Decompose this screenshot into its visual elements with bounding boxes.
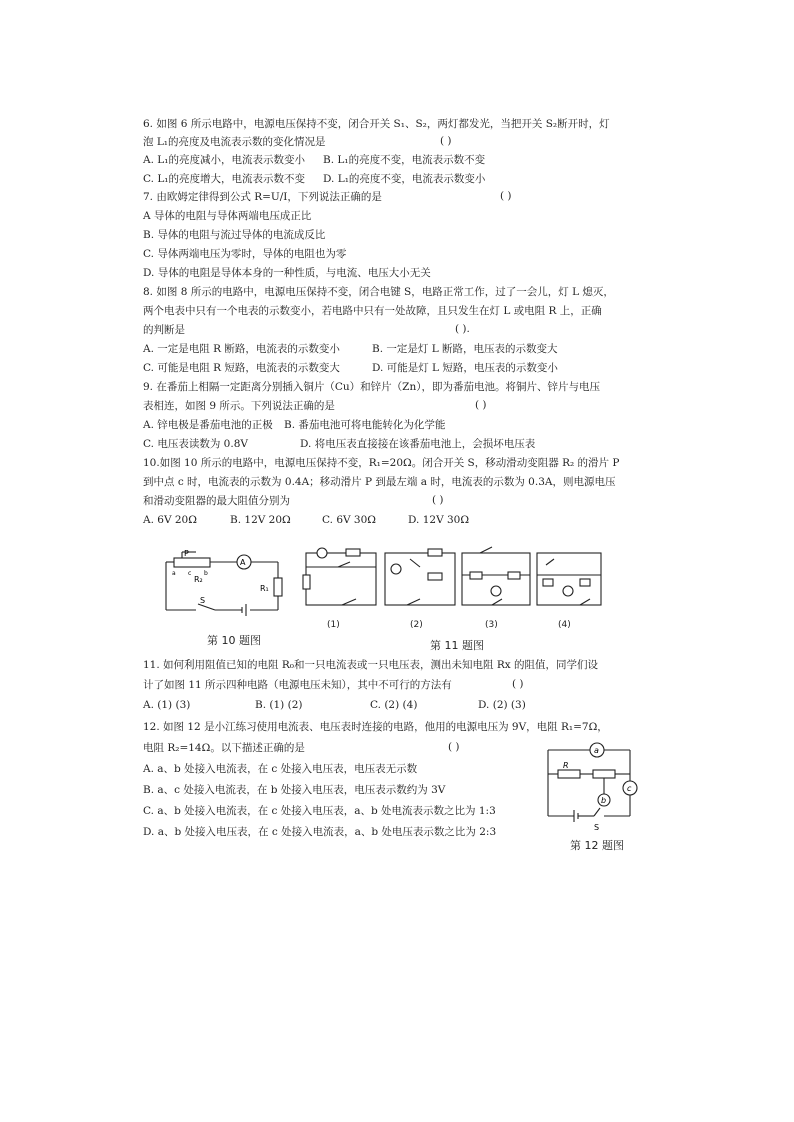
q8-answer-paren: ( ). [455, 323, 470, 335]
q9-option-b: B. 番茄电池可将电能转化为化学能 [284, 419, 446, 431]
q12-option-a: A. a、b 处接入电流表，在 c 处接入电压表，电压表无示数 [143, 763, 418, 775]
figure-11-sub3: (3) [485, 620, 498, 630]
q8-line3: 的判断是 [143, 324, 185, 336]
figure-11-sub1: (1) [327, 620, 340, 630]
q8-line2: 两个电表中只有一个电表的示数变小，若电路中只有一处故障，且只发生在灯 L 或电阻 R 上，正确 [143, 305, 602, 317]
q12-option-c: C. a、b 处接入电流表，在 c 处接入电压表，a、b 处电流表示数之比为 1:3 [143, 805, 496, 817]
q11-option-a: A. (1) (3) [143, 699, 191, 711]
q6-option-b: B. L₁的亮度不变，电流表示数不变 [323, 154, 486, 166]
q10-answer-paren: ( ) [432, 494, 444, 506]
figure-11-caption: 第 11 题图 [430, 639, 484, 652]
fig10-label-r1: R₁ [260, 584, 269, 593]
q12-line2: 电阻 R₂=14Ω。以下描述正确的是 [143, 742, 305, 754]
q8-option-d: D. 可能是灯 L 短路，电压表的示数变小 [372, 362, 558, 374]
q7-option-a: A 导体的电阻与导体两端电压成正比 [143, 210, 312, 222]
q11-option-d: D. (2) (3) [478, 699, 526, 711]
q11-answer-paren: ( ) [512, 678, 524, 690]
figure-10-circuit [160, 548, 295, 623]
q9-option-a: A. 锌电极是番茄电池的正极 [143, 419, 273, 431]
q9-option-c: C. 电压表读数为 0.8V [143, 438, 248, 450]
fig10-label-a: a [172, 570, 176, 577]
figure-11-sub2: (2) [410, 620, 423, 630]
q6-option-d: D. L₁的亮度不变，电流表示数变小 [323, 173, 486, 185]
q12-option-b: B. a、c 处接入电流表，在 b 处接入电压表，电压表示数约为 3V [143, 784, 446, 796]
q12-line1: 12. 如图 12 是小江练习使用电流表、电压表时连接的电路，他用的电源电压为 9V，电阻 R₁=7Ω， [143, 721, 608, 733]
q7-option-c: C. 导体两端电压为零时，导体的电阻也为零 [143, 248, 347, 260]
fig10-label-c: c [188, 570, 192, 577]
fig10-label-b: b [204, 570, 208, 577]
fig12-label-r: R [563, 761, 569, 770]
q11-option-c: C. (2) (4) [370, 699, 418, 711]
figure-12-circuit [538, 738, 638, 832]
q10-line3: 和滑动变阻器的最大阻值分别为 [143, 495, 290, 507]
q10-option-c: C. 6V 30Ω [322, 514, 377, 526]
fig12-label-b: b [601, 796, 607, 805]
q6-answer-paren: ( ) [440, 135, 452, 147]
fig10-label-r2: R₂ [194, 575, 203, 584]
q6-line2: 泡 L₁的亮度及电流表示数的变化情况是 [143, 136, 326, 148]
q9-line2: 表相连，如图 9 所示。下列说法正确的是 [143, 400, 335, 412]
q9-line1: 9. 在番茄上相隔一定距离分别插入铜片（Cu）和锌片（Zn），即为番茄电池。将铜片、锌片与电压 [143, 381, 600, 393]
q10-line1: 10.如图 10 所示的电路中，电源电压保持不变，R₁=20Ω。闭合开关 S，移动滑动变阻器 R₂ 的滑片 P [143, 457, 620, 469]
q7-line1: 7. 由欧姆定律得到公式 R=U/I，下列说法正确的是 [143, 191, 382, 203]
q11-option-b: B. (1) (2) [255, 699, 303, 711]
q10-option-d: D. 12V 30Ω [408, 514, 470, 526]
q10-option-a: A. 6V 20Ω [143, 514, 197, 526]
q6-line1: 6. 如图 6 所示电路中，电源电压保持不变，闭合开关 S₁、S₂，两灯都发光，当把开关 S₂断开时，灯 [143, 118, 610, 130]
q6-option-a: A. L₁的亮度减小，电流表示数变小 [143, 154, 305, 166]
figure-11-circuits [302, 545, 607, 625]
q7-option-b: B. 导体的电阻与流过导体的电流成反比 [143, 229, 326, 241]
fig12-label-s: S [594, 823, 600, 832]
fig10-label-p: P [184, 549, 189, 558]
fig10-label-s: S [200, 596, 206, 605]
figure-12-caption: 第 12 题图 [570, 839, 624, 852]
fig12-label-c: c [627, 784, 632, 793]
figure-10-caption: 第 10 题图 [207, 634, 261, 647]
q8-line1: 8. 如图 8 所示的电路中，电源电压保持不变，闭合电键 S，电路正常工作，过了一会儿，灯 L 熄灭， [143, 286, 614, 298]
q8-option-a: A. 一定是电阻 R 断路，电流表的示数变小 [143, 343, 340, 355]
q9-option-d: D. 将电压表直接接在该番茄电池上，会损坏电压表 [300, 438, 536, 450]
q8-option-c: C. 可能是电阻 R 短路，电流表的示数变大 [143, 362, 340, 374]
q9-answer-paren: ( ) [475, 399, 487, 411]
fig10-ammeter-a: A [240, 558, 246, 567]
q11-line2: 计了如图 11 所示四种电路（电源电压未知），其中不可行的方法有 [143, 679, 452, 691]
q7-option-d: D. 导体的电阻是导体本身的一种性质，与电流、电压大小无关 [143, 267, 431, 279]
q10-option-b: B. 12V 20Ω [230, 514, 291, 526]
q10-line2: 到中点 c 时，电流表的示数为 0.4A；移动滑片 P 到最左端 a 时，电流表的示数为 0.3A，则电源电压 [143, 476, 616, 488]
figure-11-sub4: (4) [558, 620, 571, 630]
fig12-label-a: a [594, 746, 599, 755]
q6-option-c: C. L₁的亮度增大，电流表示数不变 [143, 173, 306, 185]
q7-answer-paren: ( ) [500, 190, 512, 202]
q8-option-b: B. 一定是灯 L 断路，电压表的示数变大 [372, 343, 558, 355]
q12-option-d: D. a、b 处接入电压表，在 c 处接入电流表，a、b 处电压表示数之比为 2:3 [143, 826, 497, 838]
q11-line1: 11. 如何利用阻值已知的电阻 R₀和一只电流表或一只电压表，测出未知电阻 Rx 的阻值，同学们设 [143, 659, 598, 671]
q12-answer-paren: ( ) [448, 741, 460, 753]
